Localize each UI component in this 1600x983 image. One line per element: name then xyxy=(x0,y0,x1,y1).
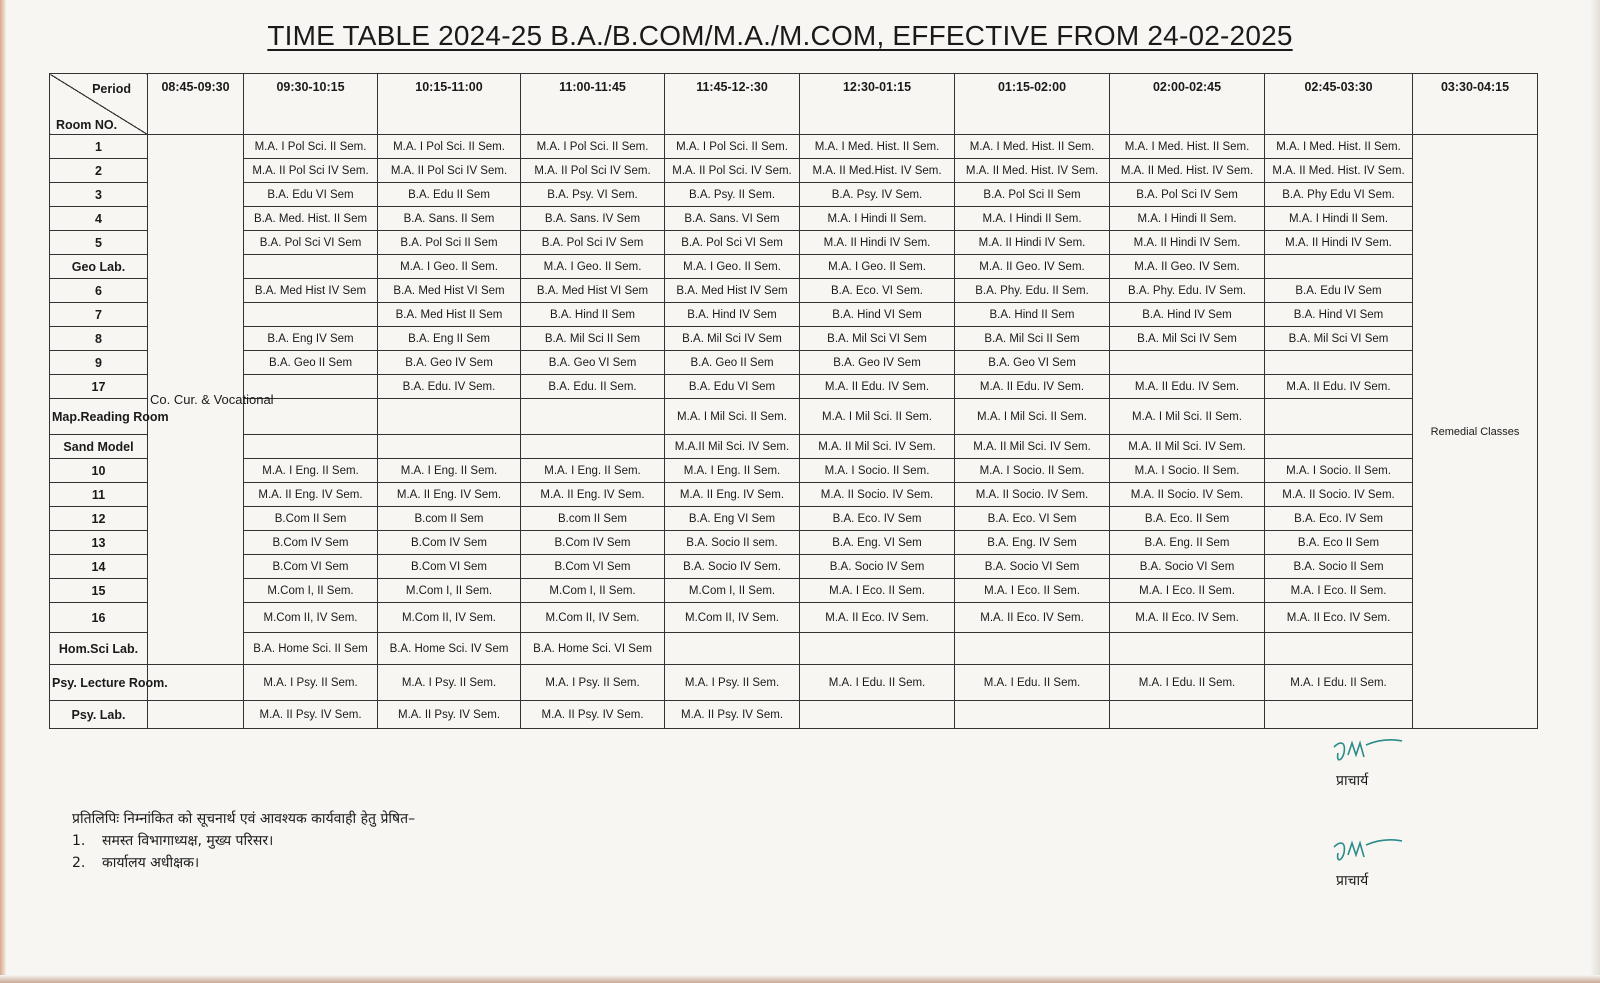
room-number-cell: 10 xyxy=(50,459,148,483)
class-cell xyxy=(244,303,378,327)
period-header: 09:30-10:15 xyxy=(244,74,378,135)
class-cell: B.A. Psy. IV Sem. xyxy=(800,183,955,207)
class-cell: M.A. II Pol Sci IV Sem. xyxy=(378,159,521,183)
copy-item-text: कार्यालय अधीक्षक। xyxy=(102,855,200,871)
room-number-cell: Psy. Lab. xyxy=(50,701,148,729)
class-cell: B.A. Edu VI Sem xyxy=(244,183,378,207)
class-cell: M.A. I Geo. II Sem. xyxy=(378,255,521,279)
class-cell xyxy=(1265,633,1413,665)
class-cell: B.A. Pol Sci II Sem xyxy=(955,183,1110,207)
class-cell: B.A. Mil Sci VI Sem xyxy=(800,327,955,351)
table-row xyxy=(50,555,1538,579)
table-row xyxy=(50,483,1538,507)
class-cell xyxy=(800,701,955,729)
table-row xyxy=(50,327,1538,351)
room-number-cell: 7 xyxy=(50,303,148,327)
room-number-cell: 8 xyxy=(50,327,148,351)
class-cell xyxy=(244,255,378,279)
class-cell: B.A. Eco. IV Sem xyxy=(1265,507,1413,531)
class-cell: M.A. II Edu. IV Sem. xyxy=(1110,375,1265,399)
class-cell: M.A.II Mil Sci. IV Sem. xyxy=(665,435,800,459)
room-number-cell: 14 xyxy=(50,555,148,579)
period-header: 12:30-01:15 xyxy=(800,74,955,135)
class-cell: B.com II Sem xyxy=(378,507,521,531)
copy-item-number: 2. xyxy=(72,855,86,871)
class-cell: B.A. Edu. IV Sem. xyxy=(378,375,521,399)
class-cell: B.Com VI Sem xyxy=(521,555,665,579)
page-title-text: TIME TABLE 2024-25 B.A./B.COM/M.A./M.COM, EFFECTIVE FROM 24-02-2025 xyxy=(267,20,1293,51)
class-cell: M.A. II Psy. IV Sem. xyxy=(244,701,378,729)
class-cell: M.A. II Eng. IV Sem. xyxy=(244,483,378,507)
class-cell: B.A. Phy. Edu. IV Sem. xyxy=(1110,279,1265,303)
table-row xyxy=(50,159,1538,183)
class-cell: B.Com VI Sem xyxy=(378,555,521,579)
class-cell: M.A. II Mil Sci. IV Sem. xyxy=(955,435,1110,459)
room-number-cell: 11 xyxy=(50,483,148,507)
class-cell: M.A. I Psy. II Sem. xyxy=(665,665,800,701)
class-cell: M.A. I Eng. II Sem. xyxy=(521,459,665,483)
class-cell: M.A. I Med. Hist. II Sem. xyxy=(1110,135,1265,159)
class-cell: B.A. Pol Sci IV Sem xyxy=(521,231,665,255)
class-cell: M.A. I Med. Hist. II Sem. xyxy=(1265,135,1413,159)
room-number-cell: Psy. Lecture Room. xyxy=(50,665,148,701)
class-cell: B.A. Med. Hist. II Sem xyxy=(244,207,378,231)
copy-intro: प्रतिलिपिः निम्नांकित को सूचनार्थ एवं आवश्यक कार्यवाही हेतु प्रेषित– xyxy=(72,811,416,827)
class-cell xyxy=(378,399,521,435)
class-cell: M.A. II Hindi IV Sem. xyxy=(1110,231,1265,255)
class-cell: M.A. II Med. Hist. IV Sem. xyxy=(955,159,1110,183)
class-cell xyxy=(1265,399,1413,435)
room-number-cell: 5 xyxy=(50,231,148,255)
class-cell xyxy=(521,399,665,435)
period-header: 02:00-02:45 xyxy=(1110,74,1265,135)
class-cell: M.A. I Psy. II Sem. xyxy=(521,665,665,701)
class-cell: B.A. Mil Sci II Sem xyxy=(955,327,1110,351)
table-row xyxy=(50,255,1538,279)
table-row xyxy=(50,135,1538,159)
class-cell: M.A. I Eco. II Sem. xyxy=(955,579,1110,603)
empty-cell xyxy=(148,701,244,729)
room-number-cell: Hom.Sci Lab. xyxy=(50,633,148,665)
period-header: 01:15-02:00 xyxy=(955,74,1110,135)
class-cell: B.A. Eco. VI Sem xyxy=(955,507,1110,531)
class-cell xyxy=(800,633,955,665)
timetable xyxy=(49,73,1538,729)
class-cell: B.A. Phy Edu VI Sem. xyxy=(1265,183,1413,207)
table-row xyxy=(50,207,1538,231)
class-cell: B.A. Med Hist IV Sem xyxy=(244,279,378,303)
class-cell: B.A. Edu. II Sem. xyxy=(521,375,665,399)
signature-label: प्राचार्य xyxy=(1336,773,1369,789)
class-cell: B.A. Pol Sci VI Sem xyxy=(244,231,378,255)
class-cell: M.A. I Eco. II Sem. xyxy=(1110,579,1265,603)
class-cell: M.A. II Med. Hist. IV Sem. xyxy=(1110,159,1265,183)
class-cell: B.A. Eng VI Sem xyxy=(665,507,800,531)
table-row xyxy=(50,459,1538,483)
room-number-cell: 15 xyxy=(50,579,148,603)
class-cell: B.A. Geo IV Sem xyxy=(378,351,521,375)
class-cell: M.A. I Edu. II Sem. xyxy=(955,665,1110,701)
room-number-cell: 6 xyxy=(50,279,148,303)
period-header: 03:30-04:15 xyxy=(1413,74,1538,135)
class-cell: M.A. II Eng. IV Sem. xyxy=(378,483,521,507)
class-cell: B.A. Psy. II Sem. xyxy=(665,183,800,207)
class-cell: M.A. II Psy. IV Sem. xyxy=(665,701,800,729)
class-cell: B.A. Geo VI Sem xyxy=(521,351,665,375)
period-header: 02:45-03:30 xyxy=(1265,74,1413,135)
class-cell: B.A. Eng II Sem xyxy=(378,327,521,351)
page-title xyxy=(0,20,1560,52)
class-cell xyxy=(1265,701,1413,729)
class-cell: M.A. I Hindi II Sem. xyxy=(1110,207,1265,231)
class-cell: B.A. Geo IV Sem xyxy=(800,351,955,375)
class-cell xyxy=(1265,255,1413,279)
class-cell: M.A. II Med. Hist. IV Sem. xyxy=(1265,159,1413,183)
class-cell: B.A. Eng IV Sem xyxy=(244,327,378,351)
class-cell: M.A. II Hindi IV Sem. xyxy=(1265,231,1413,255)
room-number-cell: 1 xyxy=(50,135,148,159)
class-cell: M.A. I Med. Hist. II Sem. xyxy=(955,135,1110,159)
page-edge-right xyxy=(1590,0,1600,983)
principal-signature xyxy=(1330,735,1410,795)
class-cell: B.A. Socio II sem. xyxy=(665,531,800,555)
period-header: 11:00-11:45 xyxy=(521,74,665,135)
class-cell: M.A. I Socio. II Sem. xyxy=(955,459,1110,483)
class-cell: M.A. I Eng. II Sem. xyxy=(244,459,378,483)
class-cell: B.A. Sans. IV Sem xyxy=(521,207,665,231)
class-cell: B.A. Edu II Sem xyxy=(378,183,521,207)
class-cell: B.A. Socio IV Sem xyxy=(800,555,955,579)
class-cell: B.Com II Sem xyxy=(244,507,378,531)
class-cell: B.A. Eng. II Sem xyxy=(1110,531,1265,555)
class-cell: B.A. Geo II Sem xyxy=(244,351,378,375)
class-cell: B.A. Hind IV Sem xyxy=(1110,303,1265,327)
class-cell: M.A. II Edu. IV Sem. xyxy=(1265,375,1413,399)
class-cell: M.A. II Hindi IV Sem. xyxy=(955,231,1110,255)
class-cell: M.Com I, II Sem. xyxy=(521,579,665,603)
class-cell xyxy=(665,633,800,665)
class-cell: B.A. Psy. VI Sem. xyxy=(521,183,665,207)
class-cell: B.A. Med Hist II Sem xyxy=(378,303,521,327)
class-cell: M.A. II Socio. IV Sem. xyxy=(1110,483,1265,507)
class-cell: B.A. Edu IV Sem xyxy=(1265,279,1413,303)
class-cell: B.Com IV Sem xyxy=(244,531,378,555)
table-row xyxy=(50,303,1538,327)
class-cell: B.A. Pol Sci VI Sem xyxy=(665,231,800,255)
class-cell xyxy=(378,435,521,459)
room-number-cell: 12 xyxy=(50,507,148,531)
class-cell: M.Com II, IV Sem. xyxy=(665,603,800,633)
class-cell: M.A. I Geo. II Sem. xyxy=(665,255,800,279)
class-cell: B.A. Sans. II Sem xyxy=(378,207,521,231)
signature-label: प्राचार्य xyxy=(1336,873,1369,889)
class-cell: B.A. Hind II Sem xyxy=(521,303,665,327)
class-cell xyxy=(1110,701,1265,729)
class-cell: M.A. II Eco. IV Sem. xyxy=(1265,603,1413,633)
class-cell: M.A. I Med. Hist. II Sem. xyxy=(800,135,955,159)
class-cell: B.A. Pol Sci IV Sem xyxy=(1110,183,1265,207)
corner-room-label: Room NO. xyxy=(56,118,118,132)
class-cell: B.A. Home Sci. IV Sem xyxy=(378,633,521,665)
room-number-cell: 9 xyxy=(50,351,148,375)
page-edge-left xyxy=(0,0,6,983)
class-cell: B.A. Eco. IV Sem xyxy=(800,507,955,531)
class-cell xyxy=(955,701,1110,729)
timetable-body xyxy=(50,135,1538,729)
period-header: 08:45-09:30 xyxy=(148,74,244,135)
class-cell: M.A. I Socio. II Sem. xyxy=(1110,459,1265,483)
class-cell: M.A. I Mil Sci. II Sem. xyxy=(1110,399,1265,435)
table-row xyxy=(50,435,1538,459)
class-cell: B.A. Eng. VI Sem xyxy=(800,531,955,555)
class-cell: M.A. I Mil Sci. II Sem. xyxy=(665,399,800,435)
class-cell: M.A. II Psy. IV Sem. xyxy=(521,701,665,729)
class-cell: B.A. Mil Sci IV Sem xyxy=(1110,327,1265,351)
table-row xyxy=(50,633,1538,665)
table-row xyxy=(50,665,1538,701)
class-cell: M.A. II Mil Sci. IV Sem. xyxy=(800,435,955,459)
class-cell xyxy=(1265,435,1413,459)
class-cell: M.A. I Psy. II Sem. xyxy=(244,665,378,701)
class-cell: M.A. I Eco. II Sem. xyxy=(800,579,955,603)
class-cell: M.A. II Pol Sci IV Sem. xyxy=(244,159,378,183)
class-cell xyxy=(955,633,1110,665)
class-cell: M.A. I Socio. II Sem. xyxy=(1265,459,1413,483)
class-cell xyxy=(244,435,378,459)
table-row xyxy=(50,531,1538,555)
period-header: 10:15-11:00 xyxy=(378,74,521,135)
class-cell: M.A. II Eco. IV Sem. xyxy=(1110,603,1265,633)
class-cell: M.A. I Socio. II Sem. xyxy=(800,459,955,483)
class-cell: B.A. Hind IV Sem xyxy=(665,303,800,327)
class-cell: B.A. Hind VI Sem xyxy=(1265,303,1413,327)
room-number-cell: 17 xyxy=(50,375,148,399)
table-row xyxy=(50,231,1538,255)
class-cell: B.A. Home Sci. II Sem xyxy=(244,633,378,665)
class-cell: M.A. I Edu. II Sem. xyxy=(1110,665,1265,701)
class-cell: M.A. I Pol Sci. II Sem. xyxy=(378,135,521,159)
class-cell: M.A. II Geo. IV Sem. xyxy=(955,255,1110,279)
class-cell: M.Com I, II Sem. xyxy=(244,579,378,603)
class-cell xyxy=(521,435,665,459)
class-cell xyxy=(1265,351,1413,375)
class-cell: M.A. II Hindi IV Sem. xyxy=(800,231,955,255)
table-row xyxy=(50,701,1538,729)
class-cell: B.Com VI Sem xyxy=(244,555,378,579)
class-cell: B.A. Socio VI Sem xyxy=(955,555,1110,579)
room-number-cell: 13 xyxy=(50,531,148,555)
table-row xyxy=(50,351,1538,375)
class-cell: B.A. Med Hist VI Sem xyxy=(378,279,521,303)
class-cell: M.A. II Mil Sci. IV Sem. xyxy=(1110,435,1265,459)
class-cell: M.A. I Edu. II Sem. xyxy=(800,665,955,701)
class-cell: B.A. Socio II Sem xyxy=(1265,555,1413,579)
remedial-classes-cell: Remedial Classes xyxy=(1413,135,1538,729)
class-cell: B.Com IV Sem xyxy=(521,531,665,555)
class-cell: M.A. II Pol Sci IV Sem. xyxy=(521,159,665,183)
class-cell: B.A. Mil Sci VI Sem xyxy=(1265,327,1413,351)
class-cell: M.Com I, II Sem. xyxy=(378,579,521,603)
timetable-header-row xyxy=(50,74,1538,135)
class-cell: M.A. I Eng. II Sem. xyxy=(378,459,521,483)
class-cell: B.A. Hind VI Sem xyxy=(800,303,955,327)
class-cell: M.A. II Geo. IV Sem. xyxy=(1110,255,1265,279)
class-cell: M.A. II Eco. IV Sem. xyxy=(955,603,1110,633)
class-cell: B.A. Hind II Sem xyxy=(955,303,1110,327)
class-cell: M.A. II Eng. IV Sem. xyxy=(521,483,665,507)
class-cell: B.A. Home Sci. VI Sem xyxy=(521,633,665,665)
class-cell: M.A. I Edu. II Sem. xyxy=(1265,665,1413,701)
class-cell: M.A. I Pol Sci. II Sem. xyxy=(521,135,665,159)
table-row xyxy=(50,279,1538,303)
class-cell: M.A. II Socio. IV Sem. xyxy=(1265,483,1413,507)
signature-scribble xyxy=(1330,835,1410,875)
class-cell: B.A. Mil Sci II Sem xyxy=(521,327,665,351)
room-number-cell: Map.Reading Room xyxy=(50,399,148,435)
copy-item xyxy=(72,830,415,852)
class-cell: M.A. I Pol Sci. II Sem. xyxy=(665,135,800,159)
class-cell: M.A. II Eng. IV Sem. xyxy=(665,483,800,507)
class-cell: B.A. Sans. VI Sem xyxy=(665,207,800,231)
room-number-cell: 3 xyxy=(50,183,148,207)
class-cell: B.A. Socio VI Sem xyxy=(1110,555,1265,579)
room-number-cell: 2 xyxy=(50,159,148,183)
class-cell: M.A. I Eng. II Sem. xyxy=(665,459,800,483)
class-cell: B.A. Eng. IV Sem xyxy=(955,531,1110,555)
signature-scribble xyxy=(1330,735,1410,775)
class-cell: M.A. I Mil Sci. II Sem. xyxy=(955,399,1110,435)
class-cell: B.A. Pol Sci II Sem xyxy=(378,231,521,255)
class-cell: B.A. Med Hist VI Sem xyxy=(521,279,665,303)
class-cell: M.A. II Eco. IV Sem. xyxy=(800,603,955,633)
class-cell: M.A. I Mil Sci. II Sem. xyxy=(800,399,955,435)
class-cell: M.A. I Pol Sci. II Sem. xyxy=(244,135,378,159)
table-row xyxy=(50,507,1538,531)
period-header: 11:45-12-:30 xyxy=(665,74,800,135)
class-cell: M.Com I, II Sem. xyxy=(665,579,800,603)
room-number-cell: Geo Lab. xyxy=(50,255,148,279)
class-cell: M.A. I Hindi II Sem. xyxy=(800,207,955,231)
class-cell: M.Com II, IV Sem. xyxy=(378,603,521,633)
class-cell: B.A. Geo VI Sem xyxy=(955,351,1110,375)
table-row xyxy=(50,183,1538,207)
class-cell: M.A. II Psy. IV Sem. xyxy=(378,701,521,729)
class-cell: M.A. I Eco. II Sem. xyxy=(1265,579,1413,603)
class-cell: M.Com II, IV Sem. xyxy=(521,603,665,633)
class-cell: M.A. I Hindi II Sem. xyxy=(1265,207,1413,231)
class-cell: B.A. Eco. II Sem xyxy=(1110,507,1265,531)
class-cell: M.A. I Geo. II Sem. xyxy=(521,255,665,279)
class-cell: B.com II Sem xyxy=(521,507,665,531)
class-cell: M.A. I Psy. II Sem. xyxy=(378,665,521,701)
class-cell: M.A. I Geo. II Sem. xyxy=(800,255,955,279)
copy-distribution-note xyxy=(72,808,415,874)
class-cell: B.A. Med Hist IV Sem xyxy=(665,279,800,303)
class-cell: M.A. II Med.Hist. IV Sem. xyxy=(800,159,955,183)
copy-item xyxy=(72,852,415,874)
class-cell: B.A. Phy. Edu. II Sem. xyxy=(955,279,1110,303)
corner-header xyxy=(50,74,148,135)
class-cell: B.A. Mil Sci IV Sem xyxy=(665,327,800,351)
class-cell: M.A. II Pol Sci. IV Sem. xyxy=(665,159,800,183)
class-cell: M.A. II Socio. IV Sem. xyxy=(800,483,955,507)
class-cell: B.A. Geo II Sem xyxy=(665,351,800,375)
corner-period-label: Period xyxy=(92,82,131,96)
class-cell: M.Com II, IV Sem. xyxy=(244,603,378,633)
room-number-cell: 4 xyxy=(50,207,148,231)
page-edge-bottom xyxy=(0,975,1600,983)
class-cell: M.A. II Edu. IV Sem. xyxy=(955,375,1110,399)
copy-item-number: 1. xyxy=(72,833,86,849)
class-cell xyxy=(1110,633,1265,665)
table-row xyxy=(50,603,1538,633)
class-cell xyxy=(1110,351,1265,375)
class-cell: M.A. II Socio. IV Sem. xyxy=(955,483,1110,507)
room-number-cell: 16 xyxy=(50,603,148,633)
class-cell: B.A. Eco. VI Sem. xyxy=(800,279,955,303)
class-cell: M.A. I Hindi II Sem. xyxy=(955,207,1110,231)
class-cell: B.A. Eco II Sem xyxy=(1265,531,1413,555)
class-cell: B.A. Edu VI Sem xyxy=(665,375,800,399)
room-number-cell: Sand Model xyxy=(50,435,148,459)
class-cell: M.A. II Edu. IV Sem. xyxy=(800,375,955,399)
table-row xyxy=(50,579,1538,603)
class-cell: B.A. Socio IV Sem. xyxy=(665,555,800,579)
class-cell: B.Com IV Sem xyxy=(378,531,521,555)
copy-item-text: समस्त विभागाध्यक्ष, मुख्य परिसर। xyxy=(102,833,274,849)
principal-signature-2 xyxy=(1330,835,1410,895)
cocurricular-vocational-cell: Co. Cur. & Vocational xyxy=(148,135,244,665)
